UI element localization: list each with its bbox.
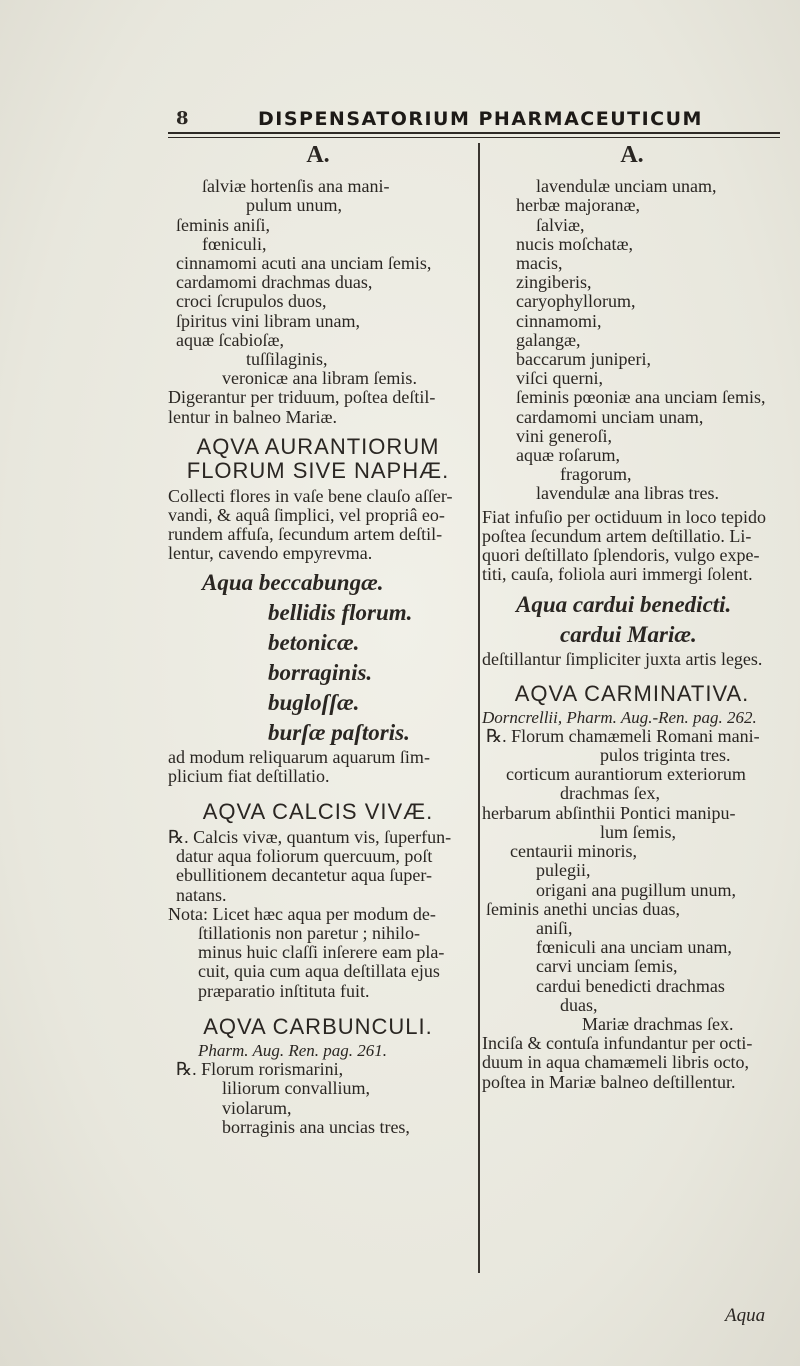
text-line: pulegii,: [536, 860, 591, 881]
right-column: [482, 140, 782, 1092]
text-line: ſeminis pœoniæ ana unciam ſemis,: [516, 387, 766, 408]
text-line: quori deſtillato ſplendoris, vulgo expe-: [482, 545, 760, 566]
text-line: carvi unciam ſemis,: [536, 956, 678, 977]
left-column: [168, 140, 468, 1137]
text-line: ſalviæ,: [536, 214, 585, 235]
text-line: titi, cauſa, foliola auri immergi ſolent.: [482, 564, 753, 585]
text-line: liliorum convallium,: [222, 1078, 370, 1099]
text-line: Mariæ drachmas ſex.: [582, 1013, 734, 1034]
text-line: cinnamomi acuti ana unciam ſemis,: [176, 253, 432, 274]
header-rule-thin: [168, 137, 780, 138]
text-line: ℞. Florum chamæmeli Romani mani-: [486, 725, 760, 746]
text-line: centaurii minoris,: [510, 841, 637, 862]
text-line: datur aqua foliorum quercuum, poſt: [176, 846, 433, 867]
recipe-title: Aqua cardui benedicti.: [516, 592, 732, 618]
text-line: fœniculi ana unciam unam,: [536, 937, 732, 958]
text-line: Digerantur per triduum, poſtea deſtil-: [168, 387, 436, 408]
text-line: aquæ ſcabioſæ,: [176, 329, 284, 350]
text-line: ſeminis aniſi,: [176, 214, 270, 235]
text-line: lentur in balneo Mariæ.: [168, 406, 337, 427]
text-line: pulum unum,: [246, 195, 343, 216]
text-line: fragorum,: [560, 464, 632, 485]
text-line: nucis moſchatæ,: [516, 233, 633, 254]
text-line: cinnamomi,: [516, 310, 602, 331]
text-line: ℞. Calcis vivæ, quantum vis, ſuperfun-: [168, 827, 452, 848]
text-line: Inciſa & contuſa infundantur per octi-: [482, 1033, 753, 1054]
text-line: ſeminis anethi uncias duas,: [486, 898, 680, 919]
text-line: corticum aurantiorum exteriorum: [506, 764, 746, 785]
text-line: Fiat infuſio per octiduum in loco tepido: [482, 506, 766, 527]
recipe-title: borraginis.: [268, 659, 373, 685]
text-line: lentur, cavendo empyrevma.: [168, 543, 373, 564]
section-letter: A.: [306, 142, 330, 168]
text-line: borraginis ana uncias tres,: [222, 1116, 410, 1137]
text-line: lavendulæ ana libras tres.: [536, 483, 719, 504]
text-line: duum in aqua chamæmeli libris octo,: [482, 1052, 749, 1073]
text-line: aniſi,: [536, 917, 573, 938]
text-line: fœniculi,: [202, 233, 267, 254]
recipe-title: betonicæ.: [268, 629, 360, 655]
text-line: herbæ majoranæ,: [516, 195, 640, 216]
text-line: pulos triginta tres.: [600, 745, 731, 766]
text-line: ſpiritus vini libram unam,: [176, 310, 360, 331]
text-line: baccarum juniperi,: [516, 349, 651, 370]
recipe-title: Aqua beccabungæ.: [202, 569, 384, 595]
text-line: cuit, quia cum aqua deſtillata ejus: [198, 961, 440, 982]
text-line: violarum,: [222, 1097, 292, 1118]
text-line: veronicæ ana libram ſemis.: [222, 368, 417, 389]
catchword: Aqua: [725, 1305, 766, 1326]
recipe-title: bellidis florum.: [268, 599, 413, 625]
recipe-title: cardui Mariæ.: [560, 622, 697, 648]
text-line: poſtea ſecundum artem deſtillatio. Li-: [482, 525, 752, 546]
text-line: vini generoſi,: [516, 425, 612, 446]
text-line: præparatio inſtituta fuit.: [198, 980, 370, 1001]
text-line: croci ſcrupulos duos,: [176, 291, 327, 312]
text-line: lavendulæ unciam unam,: [536, 176, 717, 197]
section-heading: AQVA CALCIS VIVÆ.: [202, 799, 434, 825]
text-line: cardui benedicti drachmas: [536, 975, 725, 996]
text-line: zingiberis,: [516, 272, 592, 293]
recipe-title: bugloſſæ.: [268, 689, 360, 715]
text-line: minus huic claſſi inſerere eam pla-: [198, 942, 445, 963]
recipe-title: burſæ paſtoris.: [268, 719, 410, 745]
text-line: deſtillantur ſimpliciter juxta artis leges.: [482, 649, 763, 670]
text-line: caryophyllorum,: [516, 291, 636, 312]
header-rule: [168, 132, 780, 134]
text-line: Collecti flores in vaſe bene clauſo aſſer-: [168, 485, 453, 506]
text-line: poſtea in Mariæ balneo deſtillentur.: [482, 1071, 736, 1092]
text-line: macis,: [516, 253, 563, 274]
text-line: plicium fiat deſtillatio.: [168, 765, 330, 786]
text-line: cardamomi drachmas duas,: [176, 272, 373, 293]
text-line: ad modum reliquarum aquarum ſim-: [168, 746, 430, 767]
text-line: cardamomi unciam unam,: [516, 406, 704, 427]
text-line: natans.: [176, 884, 227, 905]
text-line: galangæ,: [516, 329, 581, 350]
text-line: drachmas ſex,: [560, 783, 660, 804]
running-title: DISPENSATORIUM PHARMACEUTICUM: [258, 108, 703, 130]
text-line: lum ſemis,: [600, 821, 676, 842]
text-line: viſci querni,: [516, 368, 603, 389]
text-line: vandi, & aquâ ſimplici, vel propriâ eo-: [168, 505, 445, 526]
text-line: ebullitionem decantetur aqua ſuper-: [176, 865, 433, 886]
reference-line: Pharm. Aug. Ren. pag. 261.: [198, 1040, 388, 1060]
page-number: 8: [176, 108, 189, 129]
column-divider: [478, 143, 480, 1273]
section-heading: AQVA AURANTIORUM FLORUM SIVE NAPHÆ.: [186, 433, 450, 483]
text-line: duas,: [560, 994, 598, 1015]
section-letter: A.: [620, 142, 644, 168]
text-line: herbarum abſinthii Pontici manipu-: [482, 802, 736, 823]
text-line: aquæ roſarum,: [516, 445, 620, 466]
section-heading: AQVA CARBUNCULI.: [203, 1013, 433, 1039]
text-line: rundem affuſa, ſecundum artem deſtil-: [168, 524, 443, 545]
page-header: [168, 108, 778, 134]
text-line: tuſſilaginis,: [246, 349, 328, 370]
text-line: ſtillationis non paretur ; nihilo-: [198, 923, 420, 944]
text-line: Nota: Licet hæc aqua per modum de-: [168, 903, 436, 924]
text-line: ſalviæ hortenſis ana mani-: [202, 176, 390, 197]
text-line: origani ana pugillum unum,: [536, 879, 736, 900]
section-heading: AQVA CARMINATIVA.: [514, 680, 750, 706]
reference-line: Dorncrellii, Pharm. Aug.-Ren. pag. 262.: [482, 707, 757, 727]
text-line: ℞. Florum rorismarini,: [176, 1059, 344, 1080]
